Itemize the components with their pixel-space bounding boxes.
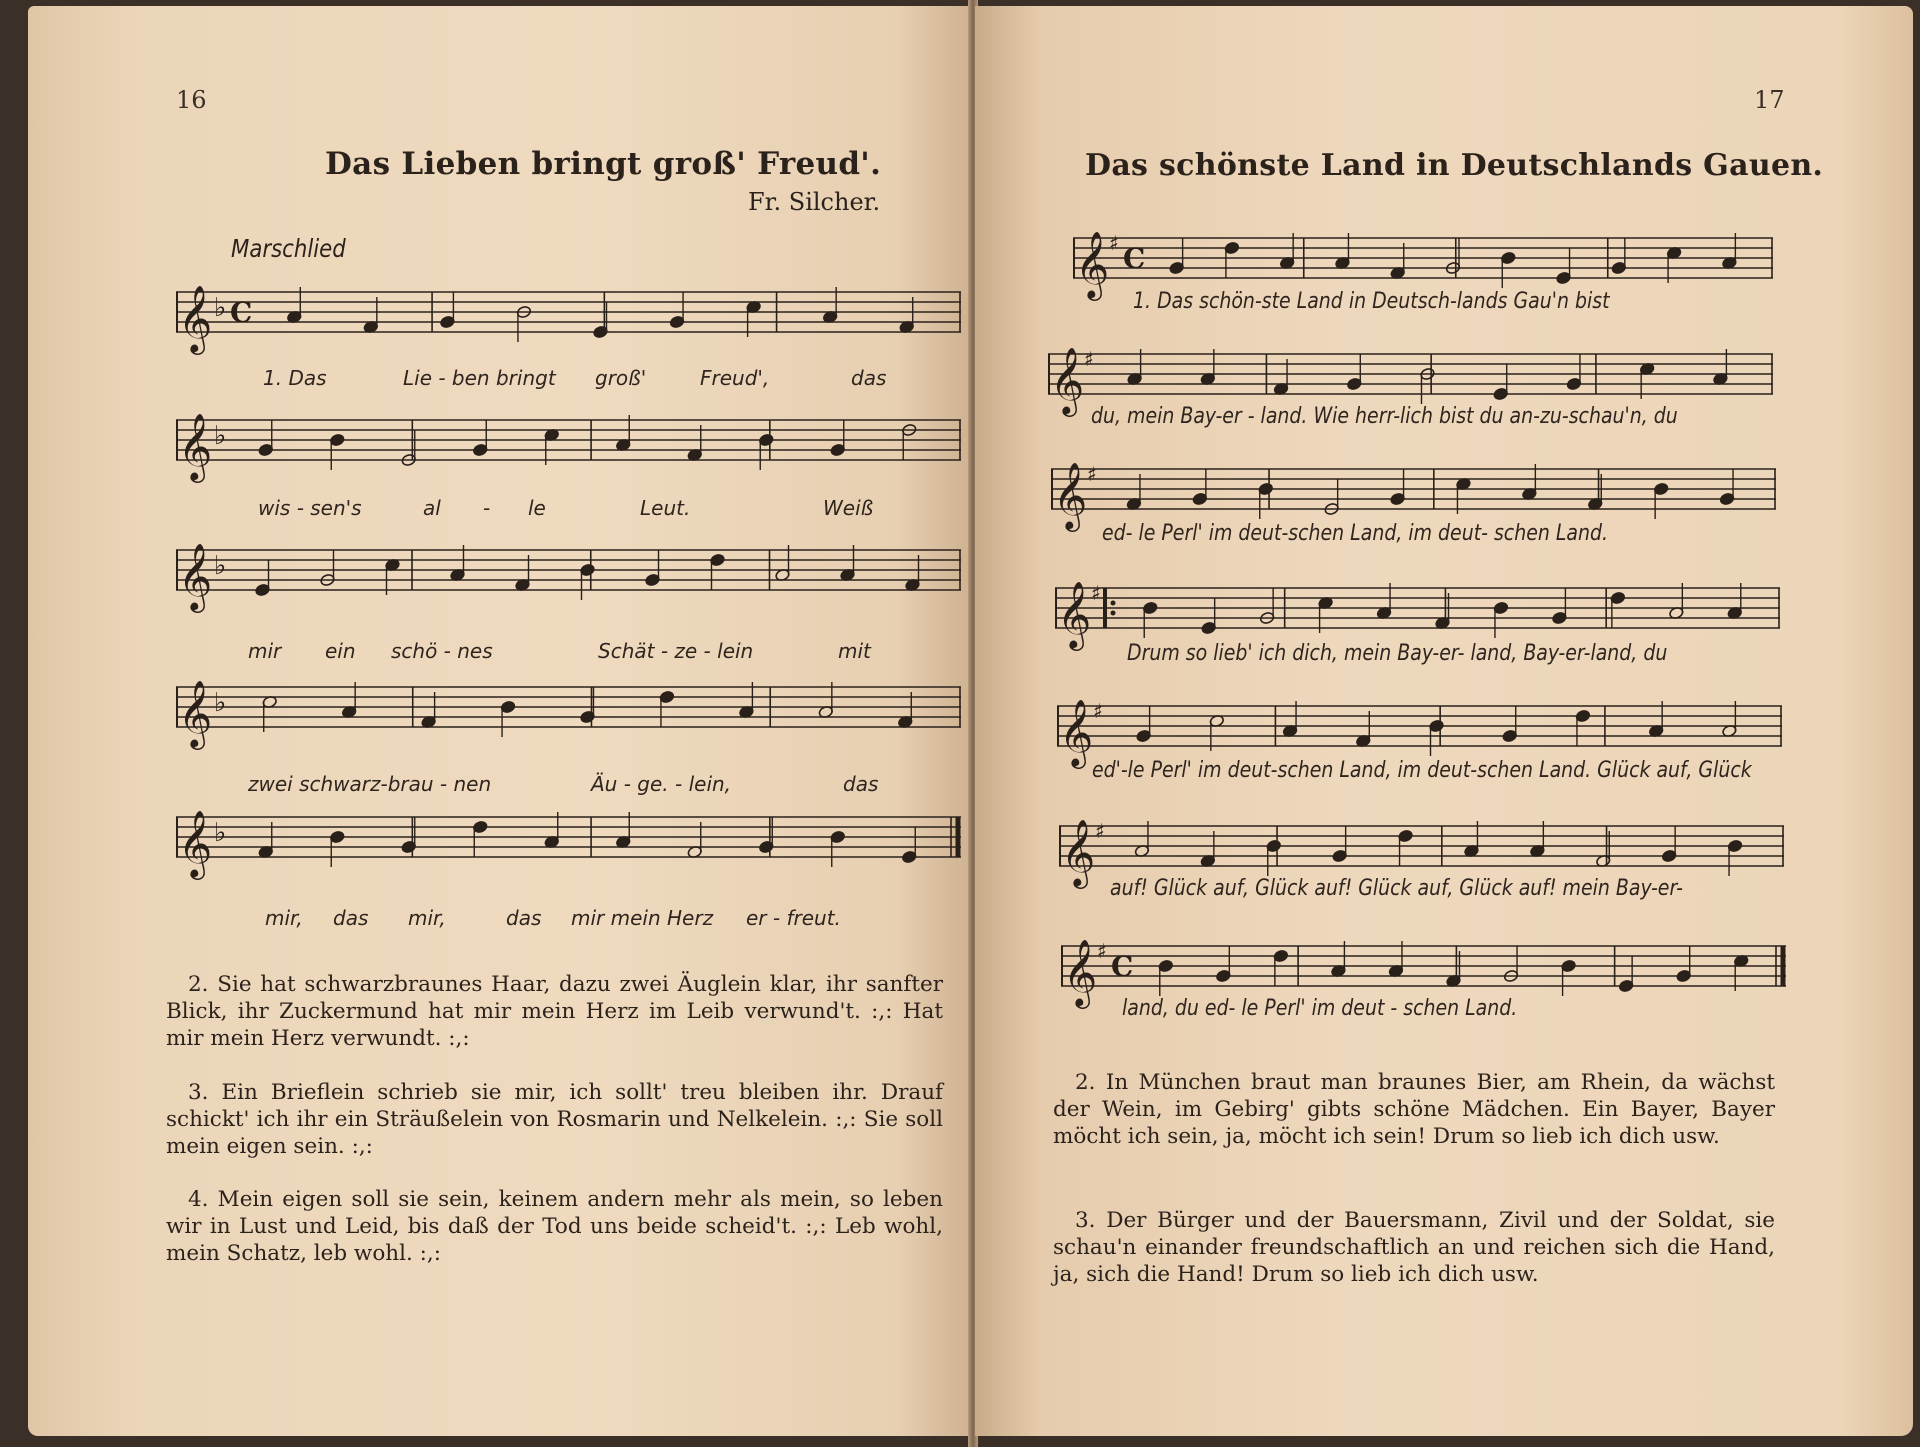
song-title-left: Das Lieben bringt groß' Freud'. (325, 146, 882, 182)
staff-right-4 (1055, 572, 1780, 648)
lyrics-right-5: ed'-le Perl' im deut-schen Land, im deut-schen Land. Glück auf, Glück (1092, 758, 1752, 783)
treble-clef-icon: 𝄞 (1061, 818, 1096, 886)
left-page (28, 6, 973, 1436)
staff-left-2 (176, 404, 961, 480)
flat-sign-icon: ♭ (214, 688, 227, 718)
staff-left-3 (176, 534, 961, 610)
lyric-syllable: das (333, 906, 369, 930)
lyrics-right-2: du, mein Bay-er - land. Wie herr-lich bist du an-zu-schau'n, du (1091, 404, 1678, 429)
treble-clef-icon: 𝄞 (1057, 580, 1092, 648)
staff-right-1 (1073, 222, 1773, 298)
staff-right-6 (1059, 810, 1784, 886)
time-signature-icon: C (1123, 242, 1146, 275)
composer: Fr. Silcher. (748, 188, 881, 216)
lyrics-right-4: Drum so lieb' ich dich, mein Bay-er- land, Bay-er-land, du (1127, 641, 1668, 666)
page-number-left: 16 (176, 86, 207, 114)
sharp-sign-icon: ♯ (1087, 462, 1097, 486)
lyric-syllable: zwei schwarz-brau - nen (248, 772, 492, 796)
lyrics-right-3: ed- le Perl' im deut-schen Land, im deut- schen Land. (1102, 521, 1609, 546)
verse-3: 3. Ein Brieflein schrieb sie mir, ich sollt' treu bleiben ihr. Drauf schickt' ich ihr ein Sträußelein von Rosmarin und Nelkelein. :,: Sie soll mein eigen sein. :,: (166, 1080, 943, 1159)
lyric-syllable: schö - nes (391, 639, 493, 663)
lyric-syllable: mir, (265, 906, 303, 930)
lyric-syllable: mir, (408, 906, 446, 930)
sharp-sign-icon: ♯ (1109, 231, 1119, 255)
lyric-syllable: wis - sen's (258, 496, 362, 520)
sharp-sign-icon: ♯ (1095, 819, 1105, 843)
sharp-sign-icon: ♯ (1091, 581, 1101, 605)
treble-clef-icon: 𝄞 (1075, 230, 1110, 298)
lyric-syllable: - (483, 496, 491, 520)
lyric-syllable: das (506, 906, 542, 930)
time-signature-icon: C (230, 296, 253, 329)
staff-right-7 (1061, 930, 1786, 1006)
treble-clef-icon: 𝄞 (1059, 698, 1094, 766)
tempo-marking: Marschlied (231, 234, 346, 263)
staff-right-5 (1057, 690, 1782, 766)
flat-sign-icon: ♭ (214, 421, 227, 451)
treble-clef-icon: 𝄞 (1050, 346, 1085, 414)
lyric-syllable: 1. Das (263, 366, 327, 390)
lyric-syllable: Lie - ben bringt (403, 366, 556, 390)
staff-right-2 (1048, 338, 1773, 414)
lyrics-right-7: land, du ed- le Perl' im deut - schen Land. (1122, 996, 1518, 1021)
staff-left-4 (176, 671, 961, 747)
lyric-syllable: mir (248, 639, 282, 663)
treble-clef-icon: 𝄞 (1063, 938, 1098, 1006)
lyric-syllable: Weiß (823, 496, 874, 520)
lyric-syllable: mit (838, 639, 871, 663)
lyric-syllable: groß' (595, 366, 647, 390)
treble-clef-icon: 𝄞 (178, 679, 213, 747)
time-signature-icon: C (1111, 950, 1134, 983)
verse-right-2: 2. In München braut man braunes Bier, am Rhein, da wächst der Wein, im Gebirg' gibts schöne Mädchen. Ein Bayer, Bayer möcht ich sein, ja, möcht ich sein! Drum so lieb ich dich usw. (1053, 1070, 1775, 1149)
lyric-syllable: mir mein Herz (571, 906, 714, 930)
lyric-syllable: Äu - ge. - lein, (591, 772, 732, 796)
staff-left-5 (176, 801, 961, 877)
treble-clef-icon: 𝄞 (178, 809, 213, 877)
lyric-syllable: das (851, 366, 887, 390)
page-number-right: 17 (1754, 86, 1785, 114)
lyric-syllable: er - freut. (746, 906, 841, 930)
sharp-sign-icon: ♯ (1084, 347, 1094, 371)
flat-sign-icon: ♭ (214, 551, 227, 581)
repeat-dot (1111, 601, 1116, 606)
repeat-dot (1111, 611, 1116, 616)
lyric-syllable: Freud', (700, 366, 770, 390)
staff-right-3 (1051, 453, 1776, 529)
treble-clef-icon: 𝄞 (178, 284, 213, 352)
lyric-syllable: Schät - ze - lein (598, 639, 754, 663)
verse-2: 2. Sie hat schwarzbraunes Haar, dazu zwei Äuglein klar, ihr sanfter Blick, ihr Zuckermund hat mir mein Herz im Leib verwund't. :,: Hat mir mein Herz verwundt. :,: (166, 972, 943, 1051)
song-title-right: Das schönste Land in Deutschlands Gauen. (1085, 148, 1824, 183)
lyrics-right-1: 1. Das schön-ste Land in Deutsch-lands Gau'n bist (1133, 289, 1610, 314)
treble-clef-icon: 𝄞 (178, 542, 213, 610)
lyric-syllable: das (843, 772, 879, 796)
lyric-syllable: le (528, 496, 546, 520)
treble-clef-icon: 𝄞 (1053, 461, 1088, 529)
lyric-syllable: Leut. (640, 496, 691, 520)
sharp-sign-icon: ♯ (1097, 939, 1107, 963)
treble-clef-icon: 𝄞 (178, 412, 213, 480)
right-page (975, 6, 1913, 1436)
verse-4: 4. Mein eigen soll sie sein, keinem andern mehr als mein, so leben wir in Lust und Leid, bis daß der Tod uns beide scheid't. :,: Leb wohl, mein Schatz, leb wohl. :,: (166, 1187, 943, 1266)
lyric-syllable: al (423, 496, 441, 520)
lyric-syllable: ein (325, 639, 356, 663)
sharp-sign-icon: ♯ (1093, 699, 1103, 723)
verse-right-3: 3. Der Bürger und der Bauersmann, Zivil und der Soldat, sie schau'n einander freundschaftlich an und reichen sich die Hand, ja, sich die Hand! Drum so lieb ich dich usw. (1053, 1208, 1775, 1287)
staff-left-1 (176, 276, 961, 352)
flat-sign-icon: ♭ (214, 293, 227, 323)
flat-sign-icon: ♭ (214, 818, 227, 848)
lyrics-right-6: auf! Glück auf, Glück auf! Glück auf, Glück auf! mein Bay-er- (1110, 876, 1684, 901)
